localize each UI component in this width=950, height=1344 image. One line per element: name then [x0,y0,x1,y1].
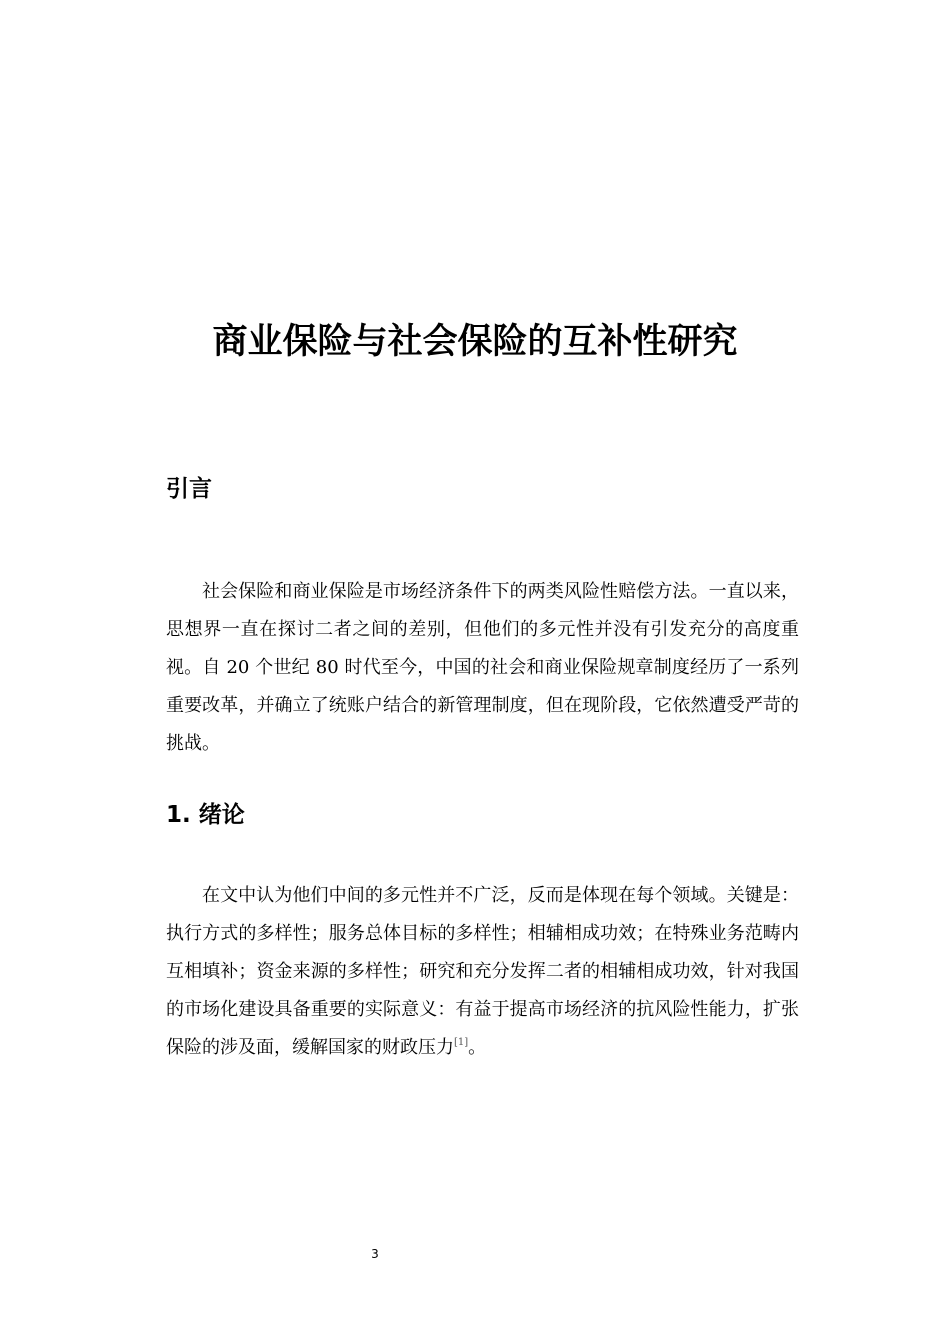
introduction-paragraph: 社会保险和商业保险是市场经济条件下的两类风险性赔偿方法。一直以来，思想界一直在探讨二者之间的差别，但他们的多元性并没有引发充分的高度重视。自 20 个世纪 80 时代至今，中国的社会和商业保险规章制度经历了一系列重要改革，并确立了统账户结合的新管理制度，但在现阶段，它依然遭受严苛的挑战。 [166,581,799,754]
paragraph-end-punctuation: 。 [468,1037,487,1058]
page-title: 商业保险与社会保险的互补性研究 [212,322,738,362]
chapter-1-paragraph [166,877,799,1067]
section-heading-chapter-1: 1. 绪论 [166,802,245,828]
page-number: 3 [371,1247,379,1261]
citation-reference[interactable]: [1] [454,1037,469,1048]
chapter-1-paragraph-text: 在文中认为他们中间的多元性并不广泛，反而是体现在每个领域。关键是：执行方式的多样性；服务总体目标的多样性；相辅相成功效；在特殊业务范畴内互相填补；资金来源的多样性；研究和充分发挥二者的相辅相成功效，针对我国的市场化建设具备重要的实际意义：有益于提高市场经济的抗风险性能力，扩张保险的涉及面，缓解国家的财政压力 [166,885,799,1058]
section-heading-introduction: 引言 [166,476,212,502]
